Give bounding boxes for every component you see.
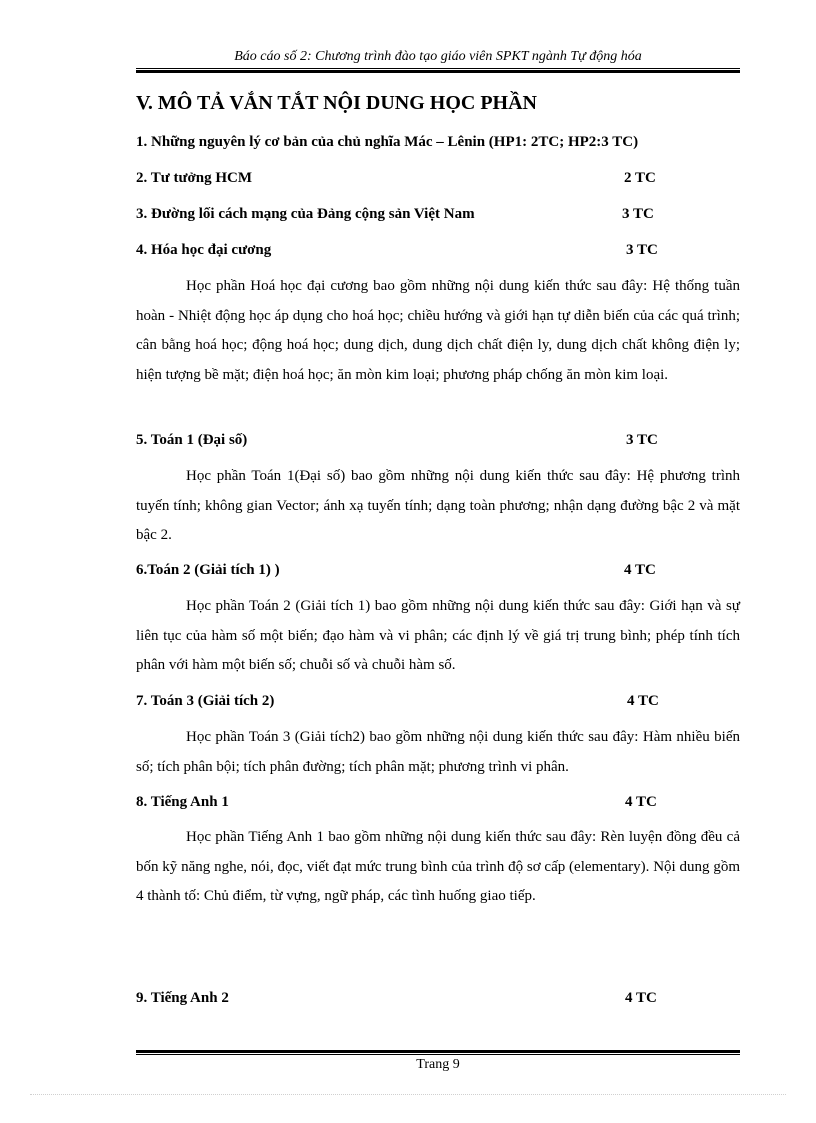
header-rule-thin <box>136 68 740 69</box>
course-credits: 3 TC <box>622 206 654 222</box>
course-title: 5. Toán 1 (Đại số) <box>136 432 248 448</box>
footer-rule-thin <box>136 1054 740 1055</box>
course-title: 9. Tiếng Anh 2 <box>136 990 229 1006</box>
course-credits: 4 TC <box>627 693 659 709</box>
course-title: 3. Đường lối cách mạng của Đảng cộng sản Việt Nam <box>136 206 475 222</box>
footer-rule-thick <box>136 1050 740 1053</box>
course-credits: 2 TC <box>624 170 656 186</box>
page-number: Trang 9 <box>416 1057 460 1072</box>
course-credits: 4 TC <box>625 990 657 1006</box>
course-credits: 3 TC <box>626 242 658 258</box>
course-description: Học phần Tiếng Anh 1 bao gồm những nội dung kiến thức sau đây: Rèn luyện đồng đều cả bốn kỹ năng nghe, nói, đọc, viết đạt mức trung bình của trình độ sơ cấp (elementary). Nội dung gồm 4 thành tố: Chủ điểm, từ vựng, ngữ pháp, các tình huống giao tiếp. <box>136 829 740 904</box>
course-title: 6.Toán 2 (Giải tích 1) ) <box>136 562 280 578</box>
course-credits: 3 TC <box>626 432 658 448</box>
page-header: Báo cáo số 2: Chương trình đào tạo giáo viên SPKT ngành Tự động hóa <box>234 49 642 64</box>
section-title: V. MÔ TẢ VẮN TẮT NỘI DUNG HỌC PHẦN <box>136 92 537 114</box>
course-description: Học phần Toán 1(Đại số) bao gồm những nội dung kiến thức sau đây: Hệ phương trình tuyến tính; không gian Vector; ánh xạ tuyến tính; dạng toàn phương; nhận dạng đường bậc 2 và mặt bậc 2. <box>136 468 740 543</box>
course-title: 8. Tiếng Anh 1 <box>136 794 229 810</box>
header-rule-thick <box>136 70 740 73</box>
course-title: 7. Toán 3 (Giải tích 2) <box>136 693 275 709</box>
page-boundary <box>30 1094 786 1095</box>
course-title: 1. Những nguyên lý cơ bản của chủ nghĩa Mác – Lênin (HP1: 2TC; HP2:3 TC) <box>136 134 639 150</box>
course-credits: 4 TC <box>625 794 657 810</box>
course-description: Học phần Hoá học đại cương bao gồm những nội dung kiến thức sau đây: Hệ thống tuần hoàn - Nhiệt động học áp dụng cho hoá học; chiều hướng và giới hạn tự diễn biến của các quá trình; cân bằng hoá học; động hoá học; dung dịch, dung dịch chất điện ly, dung dịch chất không điện ly; hiện tượng bề mặt; điện hoá học; ăn mòn kim loại; phương pháp chống ăn mòn kim loại. <box>136 278 740 383</box>
course-title: 4. Hóa học đại cương <box>136 242 272 258</box>
course-description: Học phần Toán 3 (Giải tích2) bao gồm những nội dung kiến thức sau đây: Hàm nhiều biến số; tích phân bội; tích phân đường; tích phân mặt; phương trình vi phân. <box>136 729 740 775</box>
course-description: Học phần Toán 2 (Giải tích 1) bao gồm những nội dung kiến thức sau đây: Giới hạn và sự liên tục của hàm số một biến; đạo hàm và vi phân; các định lý về giá trị trung bình; phép tính tích phân với hàm một biến số; chuỗi số và chuỗi hàm số. <box>136 598 740 673</box>
course-credits: 4 TC <box>624 562 656 578</box>
course-title: 2. Tư tưởng HCM <box>136 170 253 186</box>
